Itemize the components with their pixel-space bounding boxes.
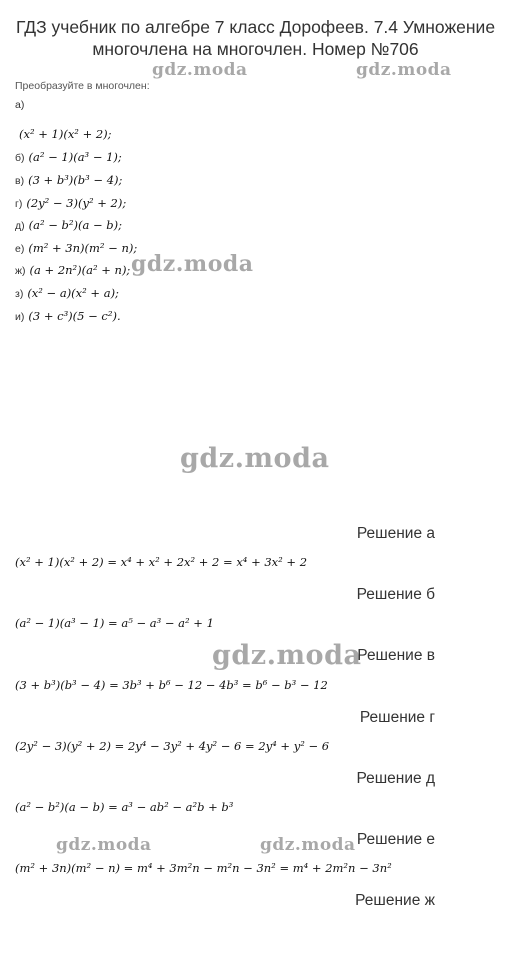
watermark-logo: gdz.moda [152,60,248,80]
solution-heading: Решение г [359,709,435,726]
page-title-line-1: ГДЗ учебник по алгебре 7 класс Дорофеев. 7.4 Умножение [15,17,496,37]
solution-heading: Решение д [356,770,435,787]
solution-equation: (3 + b³)(b³ − 4) = 3b³ + b⁶ − 12 − 4b³ = b⁶ − b³ − 12 [15,678,328,692]
solution-heading: Решение ж [355,892,435,909]
task-item-expression: (x² + 1)(x² + 2); [19,127,112,141]
task-item [15,173,122,187]
task-item [15,196,126,210]
task-item [15,309,121,323]
task-item [15,263,130,277]
task-item-expression: (3 + c³)(5 − c²). [28,309,121,323]
task-item [15,218,122,232]
solution-equation: (x² + 1)(x² + 2) = x⁴ + x² + 2x² + 2 = x⁴ + 3x² + 2 [15,555,308,569]
task-item-expression: (x² − a)(x² + a); [27,286,119,300]
solution-equation: (a² − b²)(a − b) = a³ − ab² − a²b + b³ [15,800,234,814]
task-item-label: д) [15,220,25,232]
task-item-expression: (a² − b²)(a − b); [28,218,122,232]
task-item-label: б) [15,152,25,164]
task-item-label: з) [15,288,24,300]
task-item-expression: (m² + 3n)(m² − n); [28,241,138,255]
task-item [15,127,112,141]
page-title-line-2: многочлена на многочлен. Номер №706 [92,39,419,59]
solution-heading: Решение в [357,647,435,664]
task-item [15,150,122,164]
solution-heading: Решение е [356,831,435,848]
task-item-expression: (3 + b³)(b³ − 4); [28,173,123,187]
watermark-logo: gdz.moda [131,251,254,277]
task-item-expression: (2y² − 3)(y² + 2); [26,196,127,210]
solution-equation: (a² − 1)(a³ − 1) = a⁵ − a³ − a² + 1 [15,616,214,630]
page-title [0,16,511,60]
task-item-expression: (a + 2n²)(a² + n); [29,263,131,277]
task-item-label: г) [15,198,23,210]
task-item-label: и) [15,311,25,323]
watermark-logo: gdz.moda [260,835,356,855]
task-item-label: а) [15,99,25,111]
watermark-logo: gdz.moda [212,640,362,671]
watermark-logo: gdz.moda [180,443,330,474]
solution-heading: Решение б [356,586,435,603]
task-item-expression: (a² − 1)(a³ − 1); [28,150,122,164]
solution-heading: Решение а [356,525,435,542]
solution-equation: (2y² − 3)(y² + 2) = 2y⁴ − 3y² + 4y² − 6 = 2y⁴ + y² − 6 [15,739,330,753]
watermark-logo: gdz.moda [56,835,152,855]
task-item [15,241,137,255]
task-intro: Преобразуйте в многочлен: [15,80,150,92]
watermark-logo: gdz.moda [356,60,452,80]
task-item-label: в) [15,175,25,187]
task-item [15,286,119,300]
solution-equation: (m² + 3n)(m² − n) = m⁴ + 3m²n − m²n − 3n² = m⁴ + 2m²n − 3n² [15,861,392,875]
task-item-label: ж) [15,265,26,277]
task-item-label: е) [15,243,25,255]
